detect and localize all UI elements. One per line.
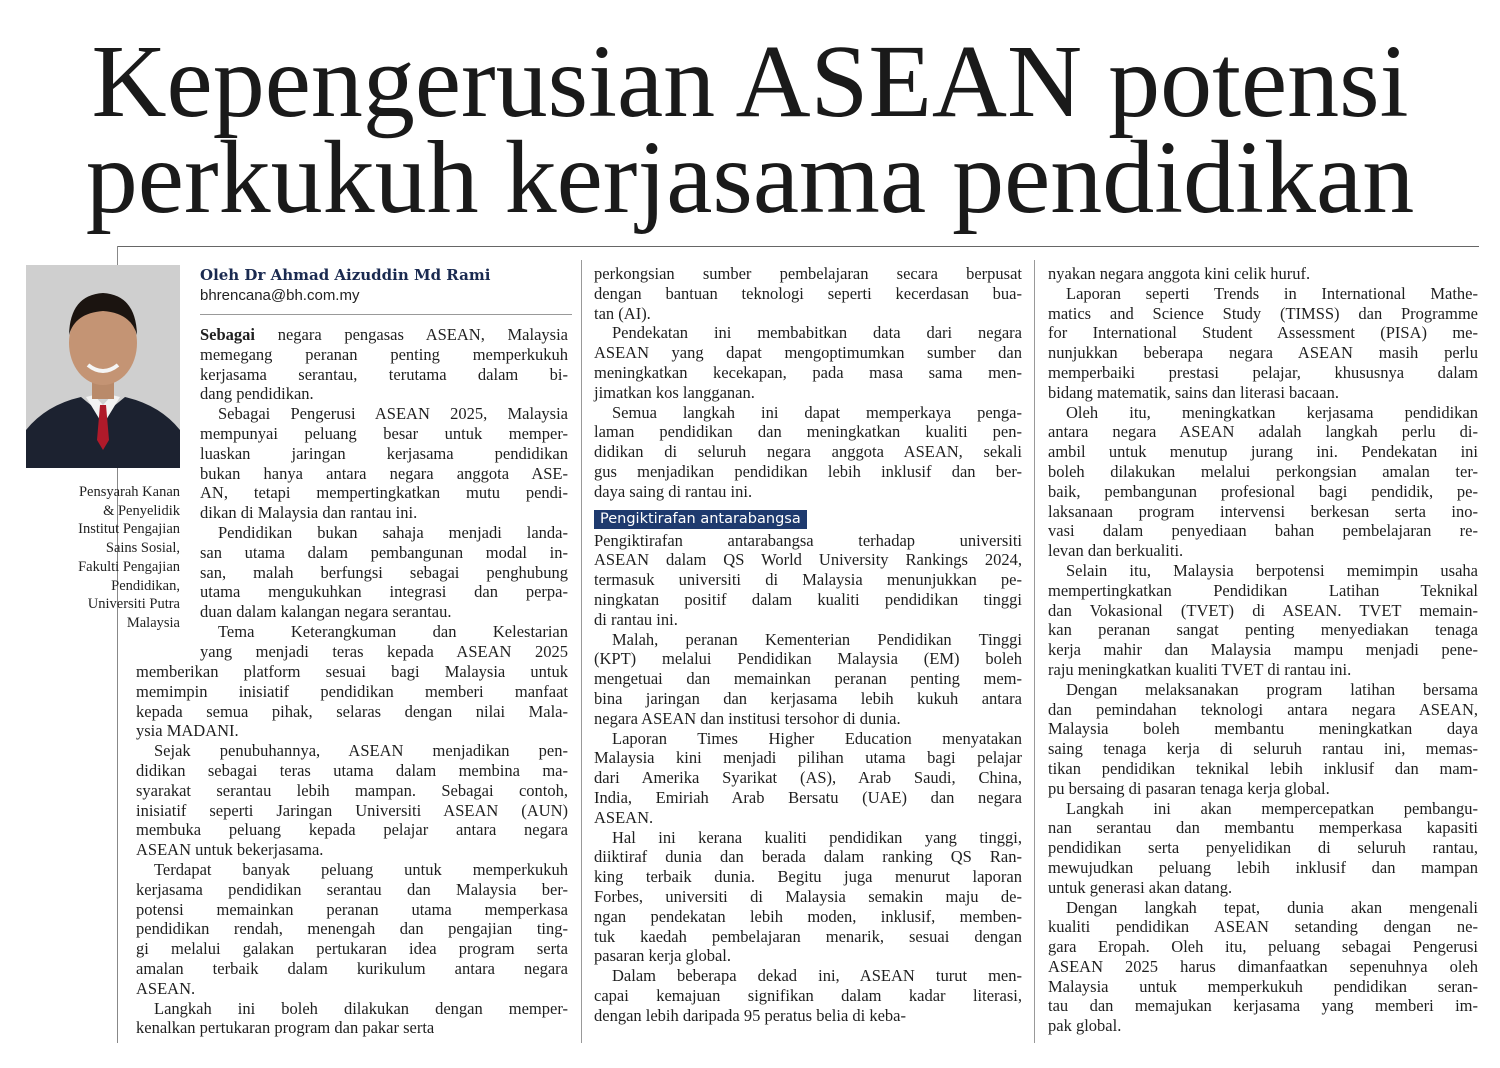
text-line: AN, tetapi mempertingkatkan mutu pendi- [200, 483, 568, 503]
text-line: membuka peluang kepada pelajar antara negara [136, 820, 568, 840]
text-line: perkongsian sumber pembelajaran secara berpusat [594, 264, 1022, 283]
text-line: ngan pendekatan lebih moden, inklusif, memben- [594, 906, 1022, 926]
caption-line: Pendidikan, [111, 577, 180, 594]
text-line: Sejak penubuhannya, ASEAN menjadikan pen- [154, 741, 568, 761]
text-line: Sebagai negara pengasas ASEAN, Malaysia [200, 325, 568, 344]
text-line: tau dan memajukan kerjasama yang memberi im- [1048, 996, 1478, 1016]
text-line: dikan di Malaysia dan rantau ini. [200, 503, 418, 523]
text-line: Forbes, universiti di Malaysia semakin maju de- [594, 886, 1022, 906]
text-line: Malaysia kini menjadi pilihan utama bagi pelajar [594, 748, 1022, 768]
text-line: negara ASEAN dan institusi tersohor di dunia. [594, 708, 901, 728]
text-line: tuk kaedah pembelajaran menarik, sesuai dengan [594, 926, 1022, 946]
text-line: memperbaiki prestasi pelajar, khususnya dalam [1048, 362, 1478, 382]
text-line: ASEAN dalam QS World University Rankings 2024, [594, 550, 1022, 570]
text-line: dang pendidikan. [200, 384, 314, 404]
text-line: ASEAN 2025 harus dimanfaatkan sepenuhnya oleh [1048, 956, 1478, 976]
text-line: duan dalam kalangan negara serantau. [200, 602, 452, 622]
text-line: kerjasama pendidikan serantau dan Malaysia ber- [136, 879, 568, 899]
text-line: Hal ini kerana kualiti pendidikan yang tinggi, [612, 827, 1022, 847]
caption-line: & Penyelidik [103, 502, 180, 519]
text-line: ysia MADANI. [136, 721, 239, 741]
byline-rule [200, 314, 572, 315]
text-line: capai kemajuan signifikan dalam kadar literasi, [594, 985, 1022, 1005]
text-line: laksanaan program intervensi berkesan serta ino- [1048, 501, 1478, 521]
column-1-top [200, 325, 568, 662]
text-line: luaskan jaringan kerjasama pendidikan [200, 443, 568, 463]
text-line: daya saing di rantau ini. [594, 481, 753, 501]
text-line: untuk generasi akan datang. [1048, 877, 1233, 897]
text-line: kan peranan sangat penting menyediakan tenaga [1048, 620, 1478, 640]
text-line: di rantau ini. [594, 609, 678, 629]
text-line: bidang matematik, sains dan literasi bacaan. [1048, 382, 1339, 402]
text-line: didikan di seluruh negara anggota ASEAN, sekali [594, 442, 1022, 462]
caption-line: Institut Pengajian [78, 521, 180, 538]
text-line: diiktiraf dunia dan berada dalam ranking QS Ran- [594, 847, 1022, 867]
text-line: potensi memainkan peranan utama memperkasa [136, 899, 568, 919]
text-line: Pengiktirafan antarabangsa terhadap universiti [594, 530, 1022, 550]
text-line: gi melalui galakan pertukaran idea program serta [136, 939, 568, 959]
subheading: Pengiktirafan antarabangsa [594, 510, 807, 529]
text-line: yang menjadi teras kepada ASEAN 2025 [200, 641, 568, 661]
headline-line-1: Kepengerusian ASEAN potensi [91, 24, 1409, 139]
text-line: meningkatkan kecekapan, pada masa sama men- [594, 362, 1022, 382]
text-line: ASEAN untuk bekerjasama. [136, 840, 324, 860]
text-line: utama mengukuhkan integrasi dan perpa- [200, 582, 568, 602]
byline-email[interactable]: bhrencana@bh.com.my [200, 287, 360, 304]
text-line: for International Student Assessment (PISA) me- [1048, 323, 1478, 343]
column-3 [1048, 264, 1478, 1036]
text-line: baik, pembangunan profesional bagi pendidik, pe- [1048, 481, 1478, 501]
text-line: mempunyai peluang besar untuk memper- [200, 423, 568, 443]
text-line: san, malah berfungsi sebagai penghubung [200, 562, 568, 582]
text-line: Malaysia untuk memperkukuh pendidikan seran- [1048, 976, 1478, 996]
text-line: dan pemindahan teknologi antara negara ASEAN, [1048, 699, 1478, 719]
text-line: dan Vokasional (TVET) di ASEAN. TVET memain- [1048, 600, 1478, 620]
text-line: ningkatan positif dalam kualiti pendidikan tinggi [594, 589, 1022, 609]
text-line: Terdapat banyak peluang untuk memperkukuh [154, 859, 568, 879]
text-line: Sebagai Pengerusi ASEAN 2025, Malaysia [218, 404, 568, 424]
text-line: dari Amerika Syarikat (AS), Arab Saudi, China, [594, 768, 1022, 788]
text-line: nunjukkan beberapa negara ASEAN masih perlu [1048, 343, 1478, 363]
text-line: dengan bantuan teknologi seperti kecerdasan bua- [594, 283, 1022, 303]
text-line: antara negara ASEAN adalah langkah perlu di- [1048, 422, 1478, 442]
text-line: pu bersaing di pasaran tenaga kerja global. [1048, 778, 1330, 798]
text-line: Dengan melaksanakan program latihan bersama [1066, 679, 1478, 699]
text-line: ASEAN yang dapat mengoptimumkan sumber dan [594, 343, 1022, 363]
text-line: India, Emiriah Arab Bersatu (UAE) dan negara [594, 787, 1022, 807]
text-line: bina jaringan dan kerjasama lebih kukuh antara [594, 688, 1022, 708]
text-line: Dalam beberapa dekad ini, ASEAN turut men- [612, 966, 1022, 986]
caption-line: Universiti Putra [87, 596, 180, 613]
author-photo [26, 265, 180, 468]
text-line: (KPT) melalui Pendidikan Malaysia (EM) boleh [594, 649, 1022, 669]
text-line: dengan lebih daripada 95 peratus belia di keba- [594, 1005, 907, 1025]
text-line: pak global. [1048, 1016, 1122, 1036]
text-line: inisiatif seperti Jaringan Universiti ASEAN (AUN) [136, 800, 568, 820]
text-line: Tema Keterangkuman dan Kelestarian [218, 621, 568, 641]
caption-line: Fakulti Pengajian [78, 558, 180, 575]
text-line: Dengan langkah tepat, dunia akan mengenali [1066, 897, 1478, 917]
lead-word: Sebagai [200, 325, 256, 344]
text-line: Pendekatan ini membabitkan data dari negara [612, 323, 1022, 343]
text-line: termasuk universiti di Malaysia menunjukkan pe- [594, 570, 1022, 590]
text-line: gara Eropah. Oleh itu, peluang sebagai Pengerusi [1048, 937, 1478, 957]
text-line: laman pendidikan dan meningkatkan kualiti pen- [594, 422, 1022, 442]
text-line: kenalkan pertukaran program dan pakar serta [136, 1018, 435, 1038]
column-divider-1 [581, 260, 582, 1043]
text-line: memegang peranan penting memperkukuh [200, 344, 568, 364]
text-line: vasi dalam penyediaan bahan pembelajaran re- [1048, 521, 1478, 541]
text-line: boleh dilakukan melalui perkongsian amalan ter- [1048, 461, 1478, 481]
text-line: Langkah ini boleh dilakukan dengan memper- [154, 998, 568, 1018]
text-line: nan serantau dan membantu memperkasa kapasiti [1048, 818, 1478, 838]
text-line: Pendidikan bukan sahaja menjadi landa- [218, 522, 568, 542]
text-line: Semua langkah ini dapat memperkaya penga- [612, 402, 1022, 422]
text-line: ambil untuk menutup jurang ini. Pendekatan ini [1048, 442, 1478, 462]
caption-line: Pensyarah Kanan [78, 484, 180, 500]
headline-line-2: perkukuh kerjasama pendidikan [85, 120, 1415, 235]
text-line: pendidikan serta penyelidikan di seluruh rantau, [1048, 838, 1478, 858]
text-line: jimatkan kos langganan. [594, 382, 755, 402]
text-line: mewujudkan peluang lebih inklusif dan mampan [1048, 857, 1478, 877]
text-line: levan dan berkualiti. [1048, 541, 1184, 561]
text-line: nyakan negara anggota kini celik huruf. [1048, 264, 1311, 283]
text-line: Selain itu, Malaysia berpotensi memimpin usaha [1066, 560, 1478, 580]
text-line: kepada semua pihak, selaras dengan nilai Mala- [136, 701, 568, 721]
text-line: syarakat serantau lebih mampan. Sebagai contoh, [136, 780, 568, 800]
text-line: Langkah ini akan mempercepatkan pembangu- [1066, 798, 1478, 818]
byline-name: Oleh Dr Ahmad Aizuddin Md Rami [200, 266, 491, 284]
text-line: tan (AI). [594, 303, 651, 323]
text-line: mengetuai dan memainkan peranan penting mem- [594, 669, 1022, 689]
text-line: kualiti pendidikan ASEAN setanding dengan ne- [1048, 917, 1478, 937]
text-line: matics and Science Study (TIMSS) dan Programme [1048, 303, 1478, 323]
text-line: tikan pendidikan teknikal lebih inklusif dan mam- [1048, 758, 1478, 778]
text-line: amalan terbaik dalam kurikulum antara negara [136, 958, 568, 978]
text-line: king terbaik dunia. Begitu juga menurut laporan [594, 867, 1022, 887]
top-rule [117, 246, 1479, 247]
text-line: didikan sebagai teras utama dalam membina ma- [136, 760, 568, 780]
column-2 [594, 264, 1022, 1025]
text-line: gus menjadikan pendidikan lebih inklusif dan ber- [594, 461, 1022, 481]
caption-line: Sains Sosial, [105, 540, 180, 557]
text-line: kerja mahir dan Malaysia mampu menjadi pene- [1048, 640, 1478, 660]
text-line: pasaran kerja global. [594, 946, 731, 966]
text-line: Malaysia boleh membantu meningkatkan daya [1048, 719, 1478, 739]
text-line: Oleh itu, meningkatkan kerjasama pendidikan [1066, 402, 1478, 422]
column-divider-2 [1034, 260, 1035, 1043]
text-line: saing tenaga kerja di seluruh rantau ini, memas- [1048, 739, 1478, 759]
text-line: raju meningkatkan kualiti TVET di rantau ini. [1048, 659, 1352, 679]
text-line: ASEAN. [136, 978, 196, 998]
author-caption [20, 483, 180, 633]
caption-line: Malaysia [126, 614, 180, 631]
text-line: kerjasama serantau, terutama dalam bi- [200, 364, 568, 384]
text-line: bukan hanya antara negara anggota ASE- [200, 463, 568, 483]
text-line: ASEAN. [594, 807, 654, 827]
text-line: pendidikan rendah, menengah dan pengajian ting- [136, 919, 568, 939]
text-line: memimpin inisiatif pendidikan memberi manfaat [136, 681, 568, 701]
text-line: memberikan platform sesuai bagi Malaysia untuk [136, 662, 568, 681]
text-line: san utama dalam pembangunan modal in- [200, 542, 568, 562]
text-line: Malah, peranan Kementerian Pendidikan Tinggi [612, 629, 1022, 649]
text-line: mempertingkatkan Pendidikan Latihan Teknikal [1048, 580, 1478, 600]
text-line: Laporan seperti Trends in International Mathe- [1066, 283, 1478, 303]
text-line: Laporan Times Higher Education menyatakan [612, 728, 1022, 748]
column-1-bottom [136, 662, 568, 1038]
